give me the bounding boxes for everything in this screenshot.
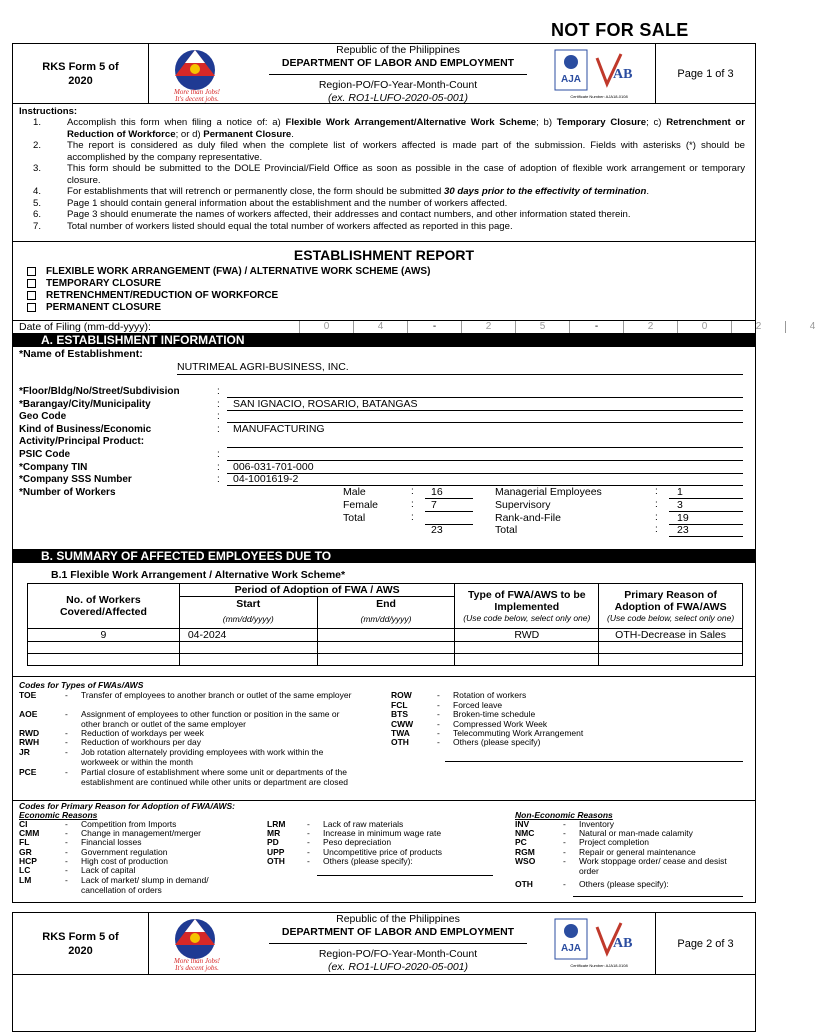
instruction-item: 6. Page 3 should enumerate the names of workers affected, their addresses and contact numbers, and other information stated therein. (33, 209, 631, 220)
rank-and-file-count-value[interactable]: 19 (677, 512, 689, 524)
date-of-filing-row: Date of Filing (mm-dd-yyyy): 0 4 - 2 5 - 2 0 2 4 (13, 320, 755, 333)
svg-text:More than Jobs!: More than Jobs! (173, 957, 221, 965)
svg-text:Certificate Number: AJA18-0108: Certificate Number: AJA18-0108 (570, 963, 628, 968)
certification-badge-icon (551, 48, 647, 100)
header-title-block: Republic of the Philippines DEPARTMENT OF LABOR AND EMPLOYMENT Region-PO/FO-Year-Month-Count (ex. RO1-LUFO-2020-05-001) (253, 44, 543, 105)
instruction-item: 1. Accomplish this form when filing a notice of: a) Flexible Work Arrangement/Alternative Work Scheme; b) Temporary Closure; c) Retrenchment or Reduction of Workforce; or d) Permanent Closure. (33, 117, 746, 140)
option-fwa-checkbox[interactable]: FLEXIBLE WORK ARRANGEMENT (FWA) / ALTERNATIVE WORK SCHEME (AWS) (27, 266, 430, 277)
establishment-name-value[interactable]: NUTRIMEAL AGRI-BUSINESS, INC. (177, 361, 349, 373)
col-period-header: Period of Adoption of FWA / AWS (179, 584, 455, 597)
kind-of-business-value[interactable]: MANUFACTURING (233, 423, 325, 435)
economic-others-input[interactable] (317, 875, 493, 876)
col-reason-header: Primary Reason of Adoption of FWA/AWS (Use code below, select only one) (599, 584, 743, 629)
svg-text:It's decent jobs.: It's decent jobs. (175, 964, 219, 972)
col-start-header: Start (179, 597, 317, 611)
non-economic-others-input[interactable] (573, 896, 743, 897)
reason-codes-section: Codes for Primary Reason for Adoption of FWA/AWS: Economic Reasons Non-Economic Reasons CI - Competition from Imports CMM - Change in management/merger FL - Financial losses GR - Government regulation HCP - High cost of production LC - Lack of capital LM - Lack of market/ slump in demand/ cancellation of orders LRM - Lack of raw materials MR - Increase in minimum wage rate PD - Peso depreciation UPP - Uncompetitive price of products OTH - Others (please specify): INV - Inventory NMC - Natural or man-made calamity PC - Project completion RGM - Repair or general maintenance WSO - Work stoppage order/ cease and desist order OTH - Others (please specify): (13, 800, 755, 903)
instruction-item: 2. The report is considered as duly filed when the complete list of workers affected is made part of the submission. Fields with asterisks (*) should be accomplished by the company representative. (33, 140, 745, 163)
company-sss-value[interactable]: 04-1001619-2 (233, 473, 299, 485)
dole-logo-icon (159, 915, 235, 971)
svg-text:AJA: AJA (560, 943, 582, 954)
form-number: RKS Form 5 of 2020 (13, 913, 149, 974)
date-of-filing-field[interactable]: 0 4 - 2 5 - 2 0 2 4 (299, 321, 839, 333)
form-page-1: RKS Form 5 of 2020 More than Jobs! It's decent jobs. Republic of the Philippines DEPARTMENT OF LABOR AND EMPLOYMENT Region-PO/FO-Year-Month-Count (ex. RO1-LUFO-2020-05-001) AJA AB Certificate Number: AJA18-0108 Page 1 of 3 Instructions: 1. Accomplish this form when filing a notice of: a) Flexible Work Arrangement/Alternative Work Scheme; b) Temporary Closure; c) Retrenchment or Reduction of Workforce; or d) Permanent Closure. 2. The report is considered as duly filed when the complete list of workers affected is made part of the submission. Fields with asterisks (*) should be accomplished by the company representative. 3. This form should be submitted to the DOLE Provincial/Field Office as soon as possible in the case of adoption of flexible work arrangement or temporary closure. 4. For establishments that will retrench or permanently close, the form should be submitted 30 days prior to the effectivity of termination. 5. Page 1 should contain general information about the establishment and the number of workers affected. 6. Page 3 should enumerate the names of workers affected, their addresses and contact numbers, and other information stated therein. 7. Total number of workers listed should equal the total number of workers affected as reported in this page. ESTABLISHMENT REPORT FLEXIBLE WORK ARRANGEMENT (FWA) / ALTERNATIVE WORK SCHEME (AWS) TEMPORARY CLOSURE RETRENCHMENT/REDUCTION OF WORKFORCE PERMANENT CLOSURE Date of Filing (mm-dd-yyyy): 0 4 - 2 5 - 2 0 2 4 A. ESTABLISHMENT INFORMATION *Name of Establishment: NUTRIMEAL AGRI-BUSINESS, INC. *Floor/Bldg/No/Street/Subdivision : *Barangay/City/Municipality : SAN IGNACIO, ROSARIO, BATANGAS Geo Code : Kind of Business/Economic Activity/Principal Product: : MANUFACTURING PSIC Code : *Company TIN : 006-031-701-000 *Company SSS Number : 04-1001619-2 *Number of Workers Male : 16 Female : 7 Total : 23 Managerial Employees : 1 Supervisory : 3 Rank-and-File : 19 Total : 23 B. SUMMARY OF AFFECTED EMPLOYEES DUE TO B.1 Flexible Work Arrangement / Alternative Work Scheme* No. of Workers Covered/Affected Period of Adoption of FWA / AWS Type of FWA/AWS to be Implemented (Use code below, select only one) Primary Reason of Adoption of FWA/AWS (Use code below, select only one) Start End (mm/dd/yyyy) (mm/dd/yyyy) 9 04-2024 RWD OTH-Decrease in Sales Codes for Types of FWAs/AWS TOE - Transfer of employees to another branch or outlet of the same employer AOE - Assignment of employees to other function or position in the same or other branch or outlet of the same employer RWD - Reduction of workdays per week RWH - Reduction of workhours per day JR - Job rotation alternately providing employees with work within the workweek or within the month PCE - Partial closure of establishment where some unit or departments of the establishment are continued while other units or department are closed ROW - Rotation of workers FCL - Forced leave BTS - Broken-time schedule CWW - Compressed Work Week TWA - Telecommuting Work Arrangement OTH - Others (please specify) Codes for Primary Reason for Adoption of FWA/AWS: Economic Reasons Non-Economic Reasons CI - Competition from Imports CMM - Change in management/merger FL - Financial losses GR - Government regulation HCP - High cost of production LC - Lack of capital LM - Lack of market/ slump in demand/ cancellation of orders LRM - Lack of raw materials MR - Increase in minimum wage rate PD - Peso depreciation UPP - Uncompetitive price of products OTH - Others (please specify): INV - Inventory NMC - Natural or man-made calamity PC - Project completion RGM - Repair or general maintenance WSO - Work stoppage order/ cease and desist order OTH - Others (please specify): (12, 43, 756, 903)
col-end-header: End (317, 597, 455, 611)
checkbox-icon[interactable] (27, 303, 36, 312)
svg-text:Certificate Number: AJA18-0108: Certificate Number: AJA18-0108 (570, 94, 628, 99)
col-type-header: Type of FWA/AWS to be Implemented (Use code below, select only one) (455, 584, 599, 629)
supervisory-count-value[interactable]: 3 (677, 499, 683, 511)
not-for-sale-stamp: NOT FOR SALE (551, 20, 689, 40)
svg-text:More than Jobs!: More than Jobs! (173, 88, 221, 96)
fwa-codes-section: Codes for Types of FWAs/AWS TOE - Transfer of employees to another branch or outlet of the same employer AOE - Assignment of employees to other function or position in the same or other branch or outlet of the same employer RWD - Reduction of workdays per week RWH - Reduction of workhours per day JR - Job rotation alternately providing employees with work within the workweek or within the month PCE - Partial closure of establishment where some unit or departments of the establishment are continued while other units or department are closed ROW - Rotation of workers FCL - Forced leave BTS - Broken-time schedule CWW - Compressed Work Week TWA - Telecommuting Work Arrangement OTH - Others (please specify) (13, 676, 755, 800)
instruction-item: 4. For establishments that will retrench or permanently close, the form should be submitted 30 days prior to the effectivity of termination. (33, 186, 650, 197)
form-page-2 (12, 912, 756, 1032)
page-indicator: Page 1 of 3 (655, 44, 755, 103)
form-number: RKS Form 5 of 2020 (13, 44, 149, 103)
option-retrenchment-checkbox[interactable]: RETRENCHMENT/REDUCTION OF WORKFORCE (27, 290, 278, 301)
option-temporary-closure-checkbox[interactable]: TEMPORARY CLOSURE (27, 278, 161, 289)
section-b-header: B. SUMMARY OF AFFECTED EMPLOYEES DUE TO (13, 549, 755, 563)
certification-badge-icon (551, 917, 647, 969)
checkbox-icon[interactable] (27, 279, 36, 288)
instruction-item: 7. Total number of workers listed should equal the total number of workers affected as reported in this page. (33, 220, 513, 232)
managerial-count-value[interactable]: 1 (677, 486, 683, 498)
category-total-value[interactable]: 23 (677, 524, 689, 536)
table-row (28, 642, 743, 654)
header-title-block: Republic of the Philippines DEPARTMENT OF LABOR AND EMPLOYMENT Region-PO/FO-Year-Month-Count (ex. RO1-LUFO-2020-05-001) (253, 913, 543, 974)
instruction-item: 5. Page 1 should contain general information about the establishment and the number of workers affected. (33, 197, 508, 209)
instruction-item: 3. This form should be submitted to the DOLE Provincial/Field Office as soon as possible in the case of adoption of flexible work arrangement or temporary closure. (33, 163, 745, 186)
fwa-table: No. of Workers Covered/Affected Period of Adoption of FWA / AWS Type of FWA/AWS to be Implemented (Use code below, select only one) Primary Reason of Adoption of FWA/AWS (Use code below, select only one) Start End (mm/dd/yyyy) (mm/dd/yyyy) 9 04-2024 RWD OTH-Decrease in Sales (27, 583, 743, 666)
checkbox-icon[interactable] (27, 291, 36, 300)
instructions-section: Instructions: 1. Accomplish this form when filing a notice of: a) Flexible Work Arrangement/Alternative Work Scheme; b) Temporary Closure; c) Retrenchment or Reduction of Workforce; or d) Permanent Closure. 2. The report is considered as duly filed when the complete list of workers affected is made part of the submission. Fields with asterisks (*) should be accomplished by the company representative. 3. This form should be submitted to the DOLE Provincial/Field Office as soon as possible in the case of adoption of flexible work arrangement or temporary closure. 4. For establishments that will retrench or permanently close, the form should be submitted 30 days prior to the effectivity of termination. 5. Page 1 should contain general information about the establishment and the number of workers affected. 6. Page 3 should enumerate the names of workers affected, their addresses and contact numbers, and other information stated therein. 7. Total number of workers listed should equal the total number of workers affected as reported in this page. (13, 104, 755, 242)
checkbox-icon[interactable] (27, 267, 36, 276)
svg-text:AB: AB (613, 936, 633, 951)
barangay-value[interactable]: SAN IGNACIO, ROSARIO, BATANGAS (233, 398, 418, 410)
table-row (28, 654, 743, 666)
option-permanent-closure-checkbox[interactable]: PERMANENT CLOSURE (27, 302, 161, 313)
total-count-value[interactable]: 23 (431, 524, 443, 536)
dole-logo-icon (159, 46, 235, 102)
svg-text:AB: AB (613, 67, 633, 82)
form-header-page-2 (13, 913, 755, 975)
col-workers-header: No. of Workers Covered/Affected (28, 584, 180, 629)
establishment-name-label: *Name of Establishment: (19, 348, 143, 360)
section-a-header: A. ESTABLISHMENT INFORMATION (13, 333, 755, 347)
form-header (13, 44, 755, 104)
company-tin-value[interactable]: 006-031-701-000 (233, 461, 314, 473)
svg-text:It's decent jobs.: It's decent jobs. (175, 95, 219, 103)
fwa-others-input[interactable] (445, 761, 743, 762)
female-count-value[interactable]: 7 (431, 499, 437, 511)
b1-title: B.1 Flexible Work Arrangement / Alternative Work Scheme* (51, 569, 346, 581)
svg-text:AJA: AJA (560, 74, 582, 85)
establishment-report-title: ESTABLISHMENT REPORT (293, 247, 475, 263)
table-row: 9 04-2024 RWD OTH-Decrease in Sales (28, 629, 743, 642)
page-indicator: Page 2 of 3 (655, 913, 755, 974)
male-count-value[interactable]: 16 (431, 486, 443, 498)
